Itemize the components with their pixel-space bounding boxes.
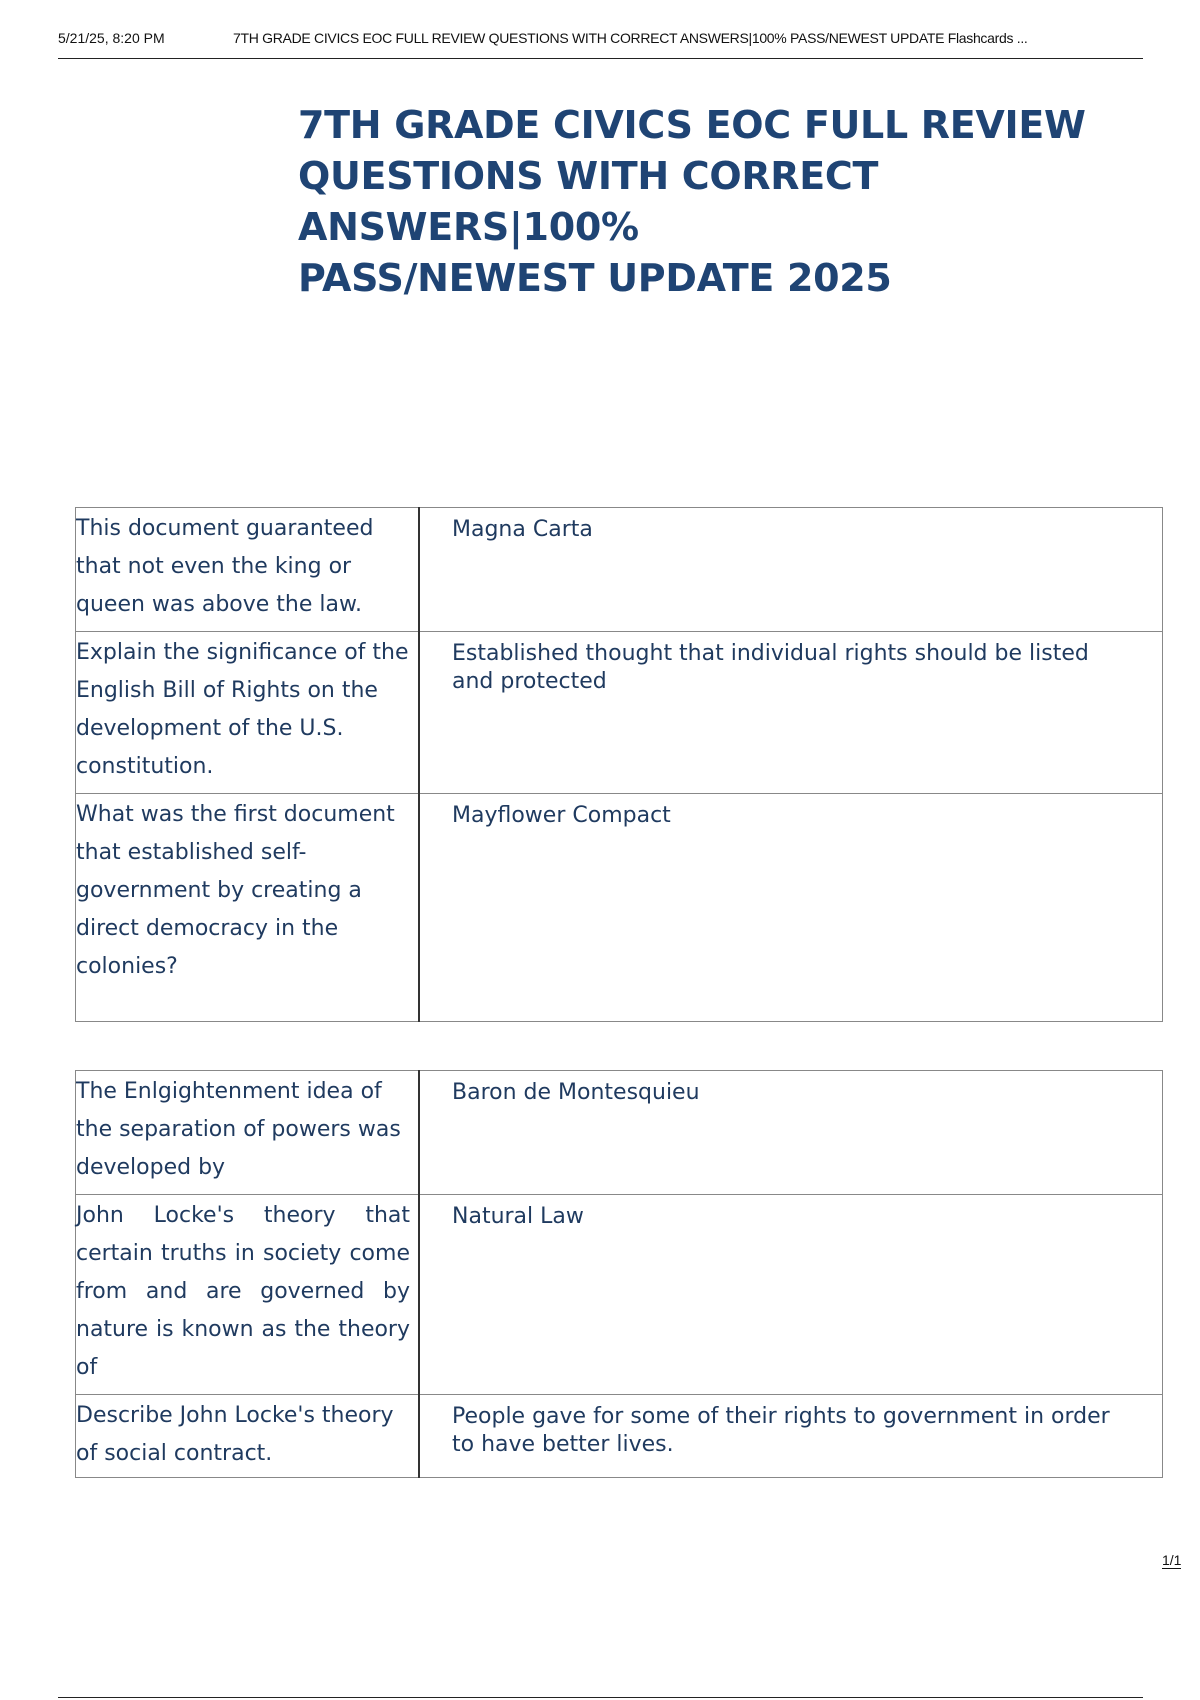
table-row bbox=[76, 1195, 1163, 1395]
question-cell bbox=[76, 794, 420, 1022]
question-text: John Locke's theory that certain truths in society come from and are governed by nature is known as the theory of bbox=[76, 1203, 410, 1380]
answer-cell bbox=[419, 1195, 1163, 1395]
answer-cell bbox=[419, 632, 1163, 794]
answer-text: Magna Carta bbox=[452, 517, 593, 542]
table-row bbox=[76, 1071, 1163, 1195]
question-text: Describe John Locke's theory of social contract. bbox=[76, 1403, 394, 1466]
question-cell bbox=[76, 632, 420, 794]
table-row bbox=[76, 632, 1163, 794]
answer-text: Baron de Montesquieu bbox=[452, 1080, 700, 1105]
table-row bbox=[76, 508, 1163, 632]
title-line-1: 7TH GRADE CIVICS EOC FULL REVIEW bbox=[298, 103, 1086, 147]
question-cell bbox=[76, 1071, 420, 1195]
answer-text: People gave for some of their rights to government in order to have better lives. bbox=[452, 1404, 1110, 1457]
footer-divider bbox=[58, 1697, 1143, 1698]
question-text: What was the first document that established self-government by creating a direct democracy in the colonies? bbox=[76, 802, 395, 979]
title-line-2: QUESTIONS WITH CORRECT ANSWERS|100% bbox=[298, 154, 879, 249]
table-row bbox=[76, 794, 1163, 1022]
answer-text: Established thought that individual rights should be listed and protected bbox=[452, 641, 1089, 694]
answer-cell bbox=[419, 794, 1163, 1022]
flashcard-table-2 bbox=[75, 1070, 1163, 1478]
question-cell bbox=[76, 1195, 420, 1395]
page-number: 1/1 bbox=[1162, 1552, 1182, 1568]
question-text: The Enlgightenment idea of the separation of powers was developed by bbox=[76, 1079, 401, 1180]
answer-text: Mayflower Compact bbox=[452, 803, 671, 828]
table-row bbox=[76, 1395, 1163, 1478]
question-cell bbox=[76, 1395, 420, 1478]
print-header bbox=[58, 30, 1143, 59]
question-text: Explain the significance of the English Bill of Rights on the development of the U.S. constitution. bbox=[76, 640, 409, 779]
answer-text: Natural Law bbox=[452, 1204, 584, 1229]
answer-cell bbox=[419, 1395, 1163, 1478]
page-title bbox=[298, 100, 1178, 304]
title-line-3: PASS/NEWEST UPDATE 2025 bbox=[298, 256, 892, 300]
print-date: 5/21/25, 8:20 PM bbox=[58, 30, 165, 46]
flashcard-table-1 bbox=[75, 507, 1163, 1022]
print-doc-title: 7TH GRADE CIVICS EOC FULL REVIEW QUESTIONS WITH CORRECT ANSWERS|100% PASS/NEWEST UPDATE Flashcards ... bbox=[233, 30, 1028, 46]
answer-cell bbox=[419, 508, 1163, 632]
answer-cell bbox=[419, 1071, 1163, 1195]
question-cell bbox=[76, 508, 420, 632]
question-text: This document guaranteed that not even the king or queen was above the law. bbox=[76, 516, 374, 617]
